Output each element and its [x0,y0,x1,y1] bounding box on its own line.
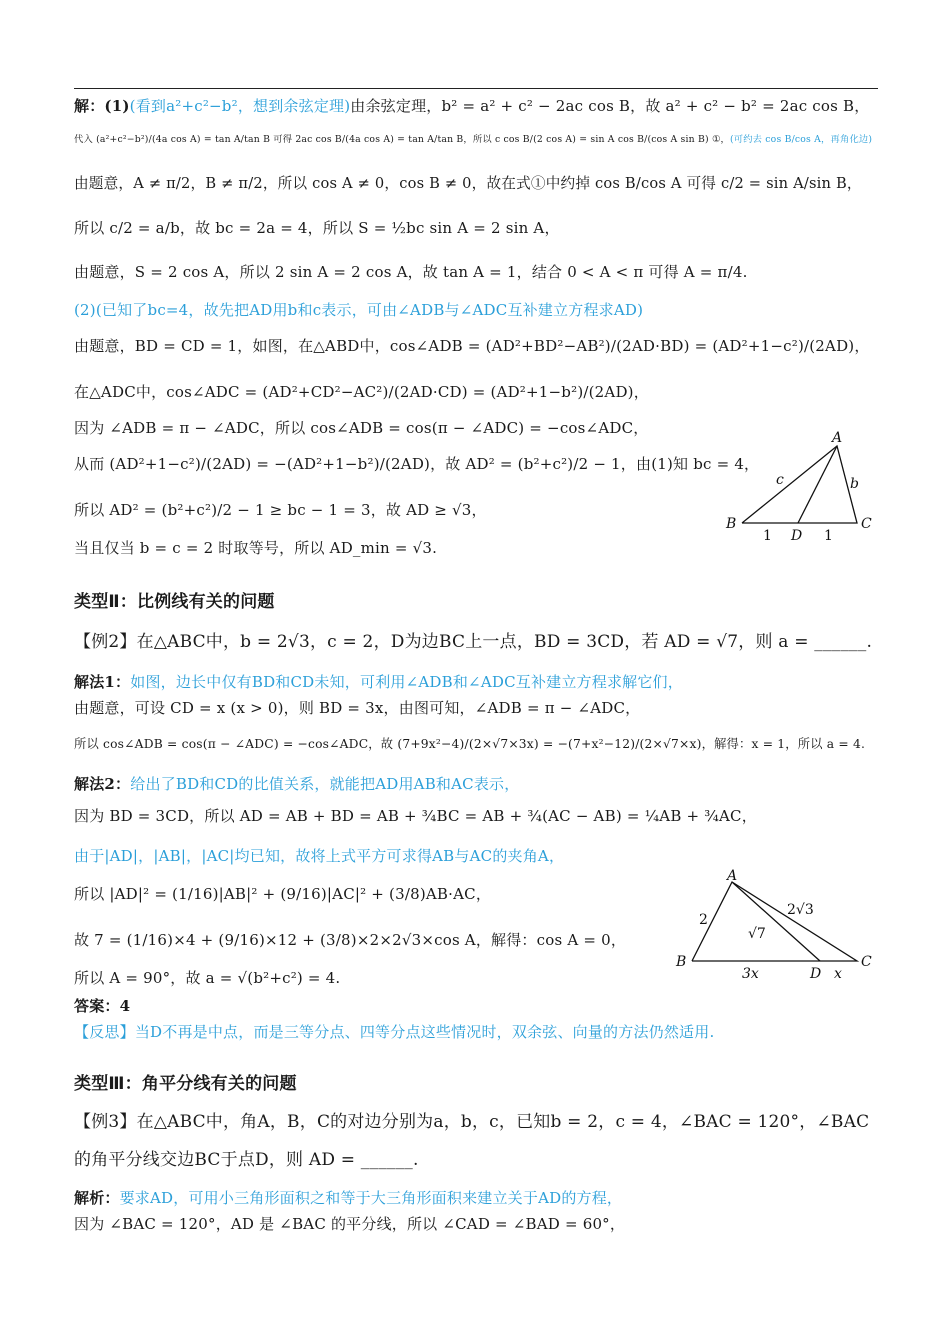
text-line [74,774,519,794]
text-run: 的角平分线交边BC于点D，则 AD = ______. [74,1150,419,1170]
text-run: 从而 (AD²+1−c²)/(2AD) = −(AD²+1−b²)/(2AD)，故 AD² = (b²+c²)/2 − 1，由(1)知 bc = 4， [74,455,760,473]
text-run: (已知了bc=4，故先把AD用b和c表示，可由∠ADB与∠ADC互补建立方程求AD) [95,301,644,319]
text-run: 所以 AD² = (b²+c²)/2 − 1 ≥ bc − 1 = 3，故 AD ≥ √3， [74,501,487,519]
label-ad: √7 [748,926,766,942]
text-run: 解：(1) [74,97,130,115]
label-bd: 1 [763,528,772,544]
label-b: B [726,516,737,532]
text-run: 由余弦定理，b² = a² + c² − 2ac cos B，故 a² + c² − b² = 2ac cos B， [350,97,870,115]
text-line [74,1110,869,1134]
text-line [74,806,757,826]
text-line [74,500,487,520]
text-run: 由题意，S = 2 cos A，所以 2 sin A = 2 cos A，故 tan A = 1，结合 0 < A < π 可得 A = π/4. [74,263,748,281]
text-run: (看到a²+c²−b²，想到余弦定理) [129,97,351,115]
text-run: 类型Ⅱ：比例线有关的问题 [74,592,275,612]
label-c: C [861,516,872,532]
text-line [74,382,649,402]
text-line [74,130,872,150]
median-ad [798,446,837,523]
text-line [74,1148,419,1172]
text-run: 当且仅当 b = c = 2 时取等号，所以 AD_min = √3. [74,539,438,557]
text-line [74,996,130,1016]
text-run: 因为 ∠ADB = π − ∠ADC，所以 cos∠ADB = cos(π − ∠ADC) = −cos∠ADC， [74,419,649,437]
label-dc: 1 [824,528,833,544]
label-d: D [791,528,803,544]
triangle-abc [742,446,857,523]
text-run: 所以 c/2 = a/b，故 bc = 2a = 4，所以 S = ½bc sin A = 2 sin A， [74,219,560,237]
text-run: 由题意，可设 CD = x (x > 0)，则 BD = 3x，由图可知，∠ADB = π − ∠ADC， [74,699,641,717]
label-ab: 2 [699,912,708,928]
text-line [74,698,640,718]
figure-triangle-median [720,428,880,548]
text-line [74,1022,714,1042]
label-bd: 3x [742,966,759,982]
text-run: (可约去 cos B/cos A，再角化边) [729,134,873,145]
text-run: 所以 cos∠ADB = cos(π − ∠ADC) = −cos∠ADC，故 (7+9x²−4)/(2×√7×3x) = −(7+x²−12)/(2×√7×x)，解得：x = 1，所以 a = 4. [74,737,866,751]
label-ac: 2√3 [787,902,814,918]
cevian-ad [732,882,820,961]
top-rule [74,88,878,89]
text-line [74,96,869,116]
text-run: 因为 ∠BAC = 120°，AD 是 ∠BAC 的平分线，所以 ∠CAD = ∠BAD = 60°， [74,1215,626,1233]
text-line [74,1188,622,1208]
label-b: B [676,954,687,970]
text-run: 代入 (a²+c²−b²)/(4a cos A) = tan A/tan B 可得 2ac cos B/(4a cos A) = tan A/tan B，所以 c cos B/(2 cos A) = sin A cos B/(cos A sin B) ①， [74,134,730,145]
text-run: 【反思】 [74,1023,135,1041]
text-run: 故 7 = (1/16)×4 + (9/16)×12 + (3/8)×2×2√3×cos A，解得：cos A = 0， [74,931,627,949]
figure-triangle-cevian [672,868,882,988]
label-a: A [832,430,843,446]
text-run: 在△ADC中，cos∠ADC = (AD²+CD²−AC²)/(2AD·CD) = (AD²+1−b²)/(2AD)， [74,383,649,401]
text-run: 当D不再是中点，而是三等分点、四等分点这些情况时，双余弦、向量的方法仍然适用. [134,1023,715,1041]
text-run: 由于|AD|，|AB|，|AC|均已知，故将上式平方可求得AB与AC的夹角A， [74,847,565,865]
text-line [74,672,683,692]
text-run: 解析： [74,1189,120,1207]
text-line [74,336,870,356]
text-run: 如图，边长中仅有BD和CD未知，可利用∠ADB和∠ADC互补建立方程求解它们， [130,673,683,691]
text-line [74,174,862,194]
label-dc: x [834,966,842,982]
text-run: 所以 |AD|² = (1/16)|AB|² + (9/16)|AC|² + (3/8)AB·AC， [74,885,492,903]
text-run: 解法2： [74,775,131,793]
text-line [74,454,759,474]
text-run: 答案：4 [74,997,131,1015]
text-line [74,630,872,654]
text-line [74,968,340,988]
label-side-c: c [776,472,784,488]
text-run: 因为 BD = 3CD，所以 AD = AB + BD = AB + ¾BC = AB + ¾(AC − AB) = ¼AB + ¾AC， [74,807,757,825]
text-line [74,538,437,558]
label-a: A [727,868,738,884]
text-run: 【例2】在△ABC中，b = 2√3，c = 2，D为边BC上一点，BD = 3CD，若 AD = √7，则 a = ______. [74,632,873,652]
text-line [74,590,275,614]
text-line [74,262,748,282]
text-run: 类型Ⅲ：角平分线有关的问题 [74,1074,297,1094]
text-run: 由题意，A ≠ π/2，B ≠ π/2，所以 cos A ≠ 0，cos B ≠ 0，故在式①中约掉 cos B/cos A 可得 c/2 = sin A/sin B， [74,175,862,192]
label-d: D [810,966,822,982]
text-line [74,846,564,866]
text-run: 给出了BD和CD的比值关系，就能把AD用AB和AC表示， [130,775,520,793]
text-run: 由题意，BD = CD = 1，如图，在△ABD中，cos∠ADB = (AD²+BD²−AB²)/(2AD·BD) = (AD²+1−c²)/(2AD)， [74,337,870,355]
text-line [74,930,626,950]
text-line [74,300,643,320]
label-side-b: b [850,476,859,492]
text-line [74,884,491,904]
text-run: 解法1： [74,673,131,691]
text-line [74,1072,297,1096]
text-line [74,418,648,438]
text-line [74,218,560,238]
text-run: (2) [74,301,96,319]
text-run: 要求AD，可用小三角形面积之和等于大三角形面积来建立关于AD的方程， [119,1189,623,1207]
text-run: 【例3】在△ABC中，角A，B，C的对边分别为a，b，c，已知b = 2，c = 4，∠BAC = 120°，∠BAC [74,1112,870,1132]
text-line [74,734,865,754]
text-run: 所以 A = 90°，故 a = √(b²+c²) = 4. [74,969,341,987]
triangle-abc [692,882,857,961]
text-line [74,1214,625,1234]
label-c: C [861,954,872,970]
